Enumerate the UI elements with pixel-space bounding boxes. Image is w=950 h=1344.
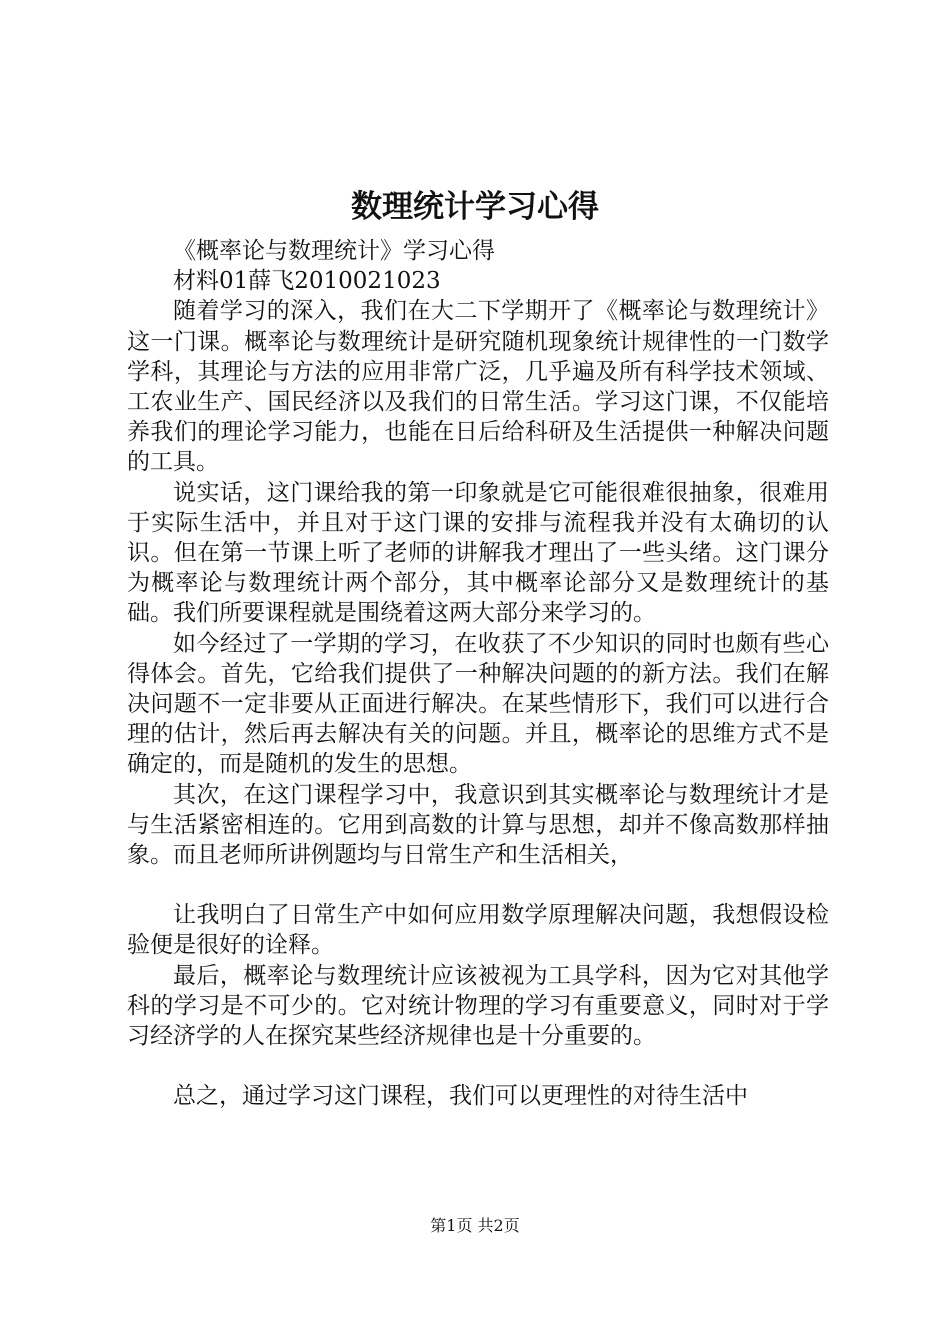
paragraph-secondly: 其次，在这门课程学习中，我意识到其实概率论与数理统计才是与生活紧密相连的。它用到高数的计算与思想，却并不像高数那样抽象。而且老师所讲例题均与日常生产和生活相关，	[127, 781, 829, 869]
paragraph-hypothesis-testing: 让我明白了日常生产中如何应用数学原理解决问题，我想假设检验便是很好的诠释。	[127, 902, 829, 959]
subtitle: 《概率论与数理统计》学习心得	[173, 238, 495, 264]
paragraph-insights: 如今经过了一学期的学习，在收获了不少知识的同时也颇有些心得体会。首先，它给我们提供了一种解决问题的的新方法。我们在解决问题不一定非要从正面进行解决。在某些情形下，我们可以进行合理的估计，然后再去解决有关的问题。并且，概率论的思维方式不是确定的，而是随机的发生的思想。	[127, 630, 829, 778]
document-body	[127, 236, 829, 1111]
paragraph-conclusion: 总之，通过学习这门课程，我们可以更理性的对待生活中	[173, 1083, 748, 1110]
document-title: 数理统计学习心得	[351, 189, 599, 225]
paragraph-first-impression: 说实话，这门课给我的第一印象就是它可能很难很抽象，很难用于实际生活中，并且对于这门课的安排与流程我并没有太确切的认识。但在第一节课上听了老师的讲解我才理出了一些头绪。这门课分为概率论与数理统计两个部分，其中概率论部分又是数理统计的基础。我们所要课程就是围绕着这两大部分来学习的。	[127, 479, 829, 627]
page-footer: 第1页 共2页	[430, 1216, 520, 1235]
author-line: 材料01薛飞2010021023	[173, 268, 441, 295]
paragraph-finally: 最后，概率论与数理统计应该被视为工具学科，因为它对其他学科的学习是不可少的。它对统计物理的学习有重要意义，同时对于学习经济学的人在探究某些经济规律也是十分重要的。	[127, 962, 829, 1050]
paragraph-intro: 随着学习的深入，我们在大二下学期开了《概率论与数理统计》这一门课。概率论与数理统计是研究随机现象统计规律性的一门数学学科，其理论与方法的应用非常广泛，几乎遍及所有科学技术领域、工农业生产、国民经济以及我们的日常生活。学习这门课，不仅能培养我们的理论学习能力，也能在日后给科研及生活提供一种解决问题的工具。	[127, 298, 829, 476]
